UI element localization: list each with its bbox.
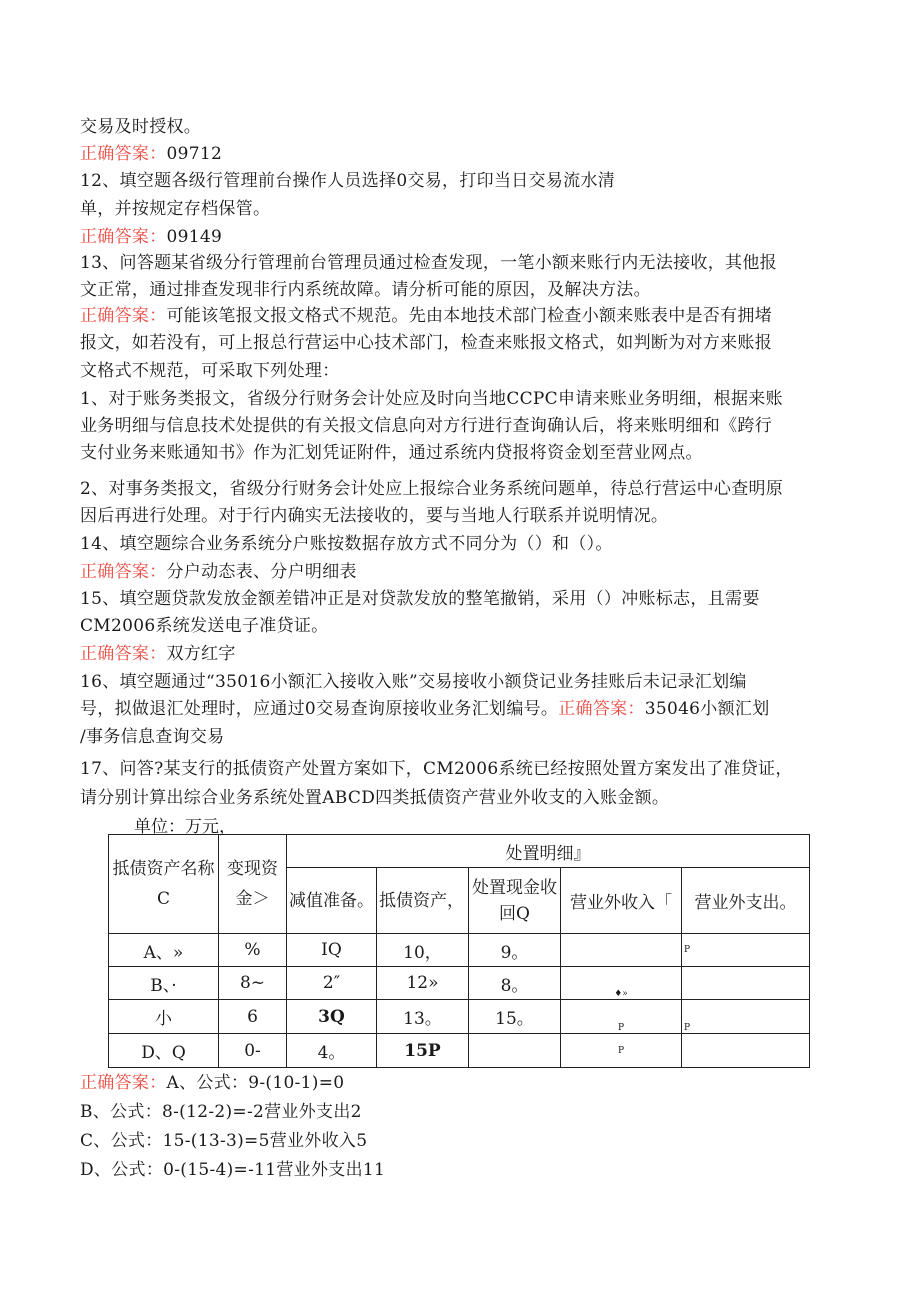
line-25: 请分别计算出综合业务系统处置ABCD四类抵债资产营业外收支的入账金额。 bbox=[80, 788, 670, 808]
header-recovery: 处置现金收回Q bbox=[469, 868, 561, 934]
answer-line-2 bbox=[80, 143, 222, 165]
cell-recovery: 8。 bbox=[469, 967, 561, 1000]
cell-recovery: 15。 bbox=[469, 1000, 561, 1034]
line-22-text: 号，拟做退汇处理时，应通过0交易查询原接收业务汇划编号。 bbox=[80, 699, 559, 719]
answer-value: 35046小额汇划 bbox=[644, 699, 770, 719]
answer-label: 正确答案： bbox=[80, 1073, 167, 1093]
header-income: 营业外收入「 bbox=[561, 868, 682, 934]
line-10: 文格式不规范，可采取下列处理： bbox=[80, 361, 340, 381]
question-12: 12、填空题各级行管理前台操作人员选择0交易，打印当日交易流水清 bbox=[80, 171, 616, 191]
answer-line-5 bbox=[80, 226, 222, 248]
line-27: B、公式：8-(12-2)=-2营业外支出2 bbox=[80, 1102, 362, 1122]
answer-line-26 bbox=[80, 1072, 344, 1094]
answer-label: 正确答案： bbox=[80, 227, 167, 247]
answer-label: 正确答案： bbox=[80, 306, 167, 326]
cell-name: A、» bbox=[109, 934, 219, 967]
line-29: D、公式：0-(15-4)=-11营业外支出11 bbox=[80, 1160, 386, 1180]
table-row bbox=[109, 967, 810, 1000]
answer-value: 09149 bbox=[166, 227, 223, 247]
cell-name: B、· bbox=[109, 967, 219, 1000]
cell-income: P bbox=[561, 1034, 682, 1068]
question-13: 13、问答题某省级分行管理前台管理员通过检查发现，一笔小额来账行内无法接收，其他报 bbox=[80, 253, 777, 273]
answer-value: 分户动态表、分户明细表 bbox=[166, 562, 357, 582]
header-impairment: 减值准备。 bbox=[287, 868, 377, 934]
line-7: 文正常，通过排查发现非行内系统故障。请分析可能的原因，及解决方法。 bbox=[80, 280, 651, 300]
line-9: 报文，如若没有，可上报总行营运中心技术部门，检查来账报文格式，如判断为对方来账报 bbox=[80, 333, 772, 353]
cell-impairment: IQ bbox=[287, 934, 377, 967]
cell-recovery: 9。 bbox=[469, 934, 561, 967]
answer-line-17 bbox=[80, 561, 357, 583]
answer-label: 正确答案： bbox=[558, 699, 645, 719]
table-row bbox=[109, 1034, 810, 1068]
answer-label: 正确答案： bbox=[80, 144, 167, 164]
cell-name: 小 bbox=[109, 1000, 219, 1034]
cell-expense: P bbox=[682, 1000, 810, 1034]
line-22 bbox=[80, 698, 770, 720]
answer-value: 可能该笔报文报文格式不规范。先由本地技术部门检查小额来账表中是否有拥堵 bbox=[166, 306, 772, 326]
cell-expense bbox=[682, 967, 810, 1000]
cell-impairment: 2″ bbox=[287, 967, 377, 1000]
cell-asset: 10， bbox=[377, 934, 469, 967]
header-asset-name: 抵债资产名称C bbox=[109, 835, 219, 934]
cell-name: D、Q bbox=[109, 1034, 219, 1068]
line-11: 1、对于账务类报文，省级分行财务会计处应及时向当地CCPC申请来账业务明细，根据来账 bbox=[80, 389, 783, 409]
question-14: 14、填空题综合业务系统分户账按数据存放方式不同分为（）和（）。 bbox=[80, 534, 613, 554]
cell-expense: P bbox=[682, 934, 810, 967]
answer-line-20 bbox=[80, 643, 236, 665]
cell-asset: 15P bbox=[377, 1034, 469, 1068]
cell-income: ♦» bbox=[561, 967, 682, 1000]
line-23: /事务信息查询交易 bbox=[80, 727, 225, 747]
line-28: C、公式：15-(13-3)=5营业外收入5 bbox=[80, 1131, 368, 1151]
table-row bbox=[109, 934, 810, 967]
cell-asset: 12» bbox=[377, 967, 469, 1000]
question-16: 16、填空题通过“35016小额汇入接收入账”交易接收小额贷记业务挂账后未记录汇划编 bbox=[80, 672, 747, 692]
answer-line-8 bbox=[80, 305, 772, 327]
cell-expense bbox=[682, 1034, 810, 1068]
cell-cash: 6 bbox=[219, 1000, 287, 1034]
line-19: CM2006系统发送电子准贷证。 bbox=[80, 616, 329, 636]
cell-income: P bbox=[561, 1000, 682, 1034]
line-4: 单，并按规定存档保管。 bbox=[80, 199, 271, 219]
line-15: 因后再进行处理。对于行内确实无法接收的，要与当地人行联系并说明情况。 bbox=[80, 506, 669, 526]
cell-impairment: 4。 bbox=[287, 1034, 377, 1068]
answer-label: 正确答案： bbox=[80, 644, 167, 664]
question-17: 17、问答?某支行的抵债资产处置方案如下，CM2006系统已经按照处置方案发出了准贷证， bbox=[80, 759, 793, 779]
table-unit: 单位：万元， bbox=[134, 817, 236, 837]
line-12: 业务明细与信息技术处提供的有关报文信息向对方行进行查询确认后，将来账明细和《跨行 bbox=[80, 416, 772, 436]
answer-value: 双方红字 bbox=[166, 644, 236, 664]
header-cash: 变现资金＞ bbox=[219, 835, 287, 934]
header-disposal-detail: 处置明细』 bbox=[287, 835, 810, 868]
header-asset: 抵债资产， bbox=[377, 868, 469, 934]
cell-impairment: 3Q bbox=[287, 1000, 377, 1034]
line-1: 交易及时授权。 bbox=[80, 117, 202, 137]
question-15: 15、填空题贷款发放金额差错冲正是对贷款发放的整笔撤销，采用（）冲账标志，且需要 bbox=[80, 589, 760, 609]
cell-income bbox=[561, 934, 682, 967]
cell-cash: 0- bbox=[219, 1034, 287, 1068]
cell-recovery bbox=[469, 1034, 561, 1068]
cell-asset: 13。 bbox=[377, 1000, 469, 1034]
line-13: 支付业务来账通知书》作为汇划凭证附件，通过系统内贷报将资金划至营业网点。 bbox=[80, 443, 703, 463]
answer-value: A、公式：9-(10-1)=0 bbox=[166, 1073, 345, 1093]
answer-label: 正确答案： bbox=[80, 562, 167, 582]
answer-value: 09712 bbox=[166, 144, 223, 164]
disposal-table bbox=[108, 834, 810, 1068]
table-row bbox=[109, 1000, 810, 1034]
cell-cash: 8~ bbox=[219, 967, 287, 1000]
cell-cash: % bbox=[219, 934, 287, 967]
header-expense: 营业外支出。 bbox=[682, 868, 810, 934]
line-14: 2、对事务类报文，省级分行财务会计处应上报综合业务系统问题单，待总行营运中心查明原 bbox=[80, 479, 784, 499]
